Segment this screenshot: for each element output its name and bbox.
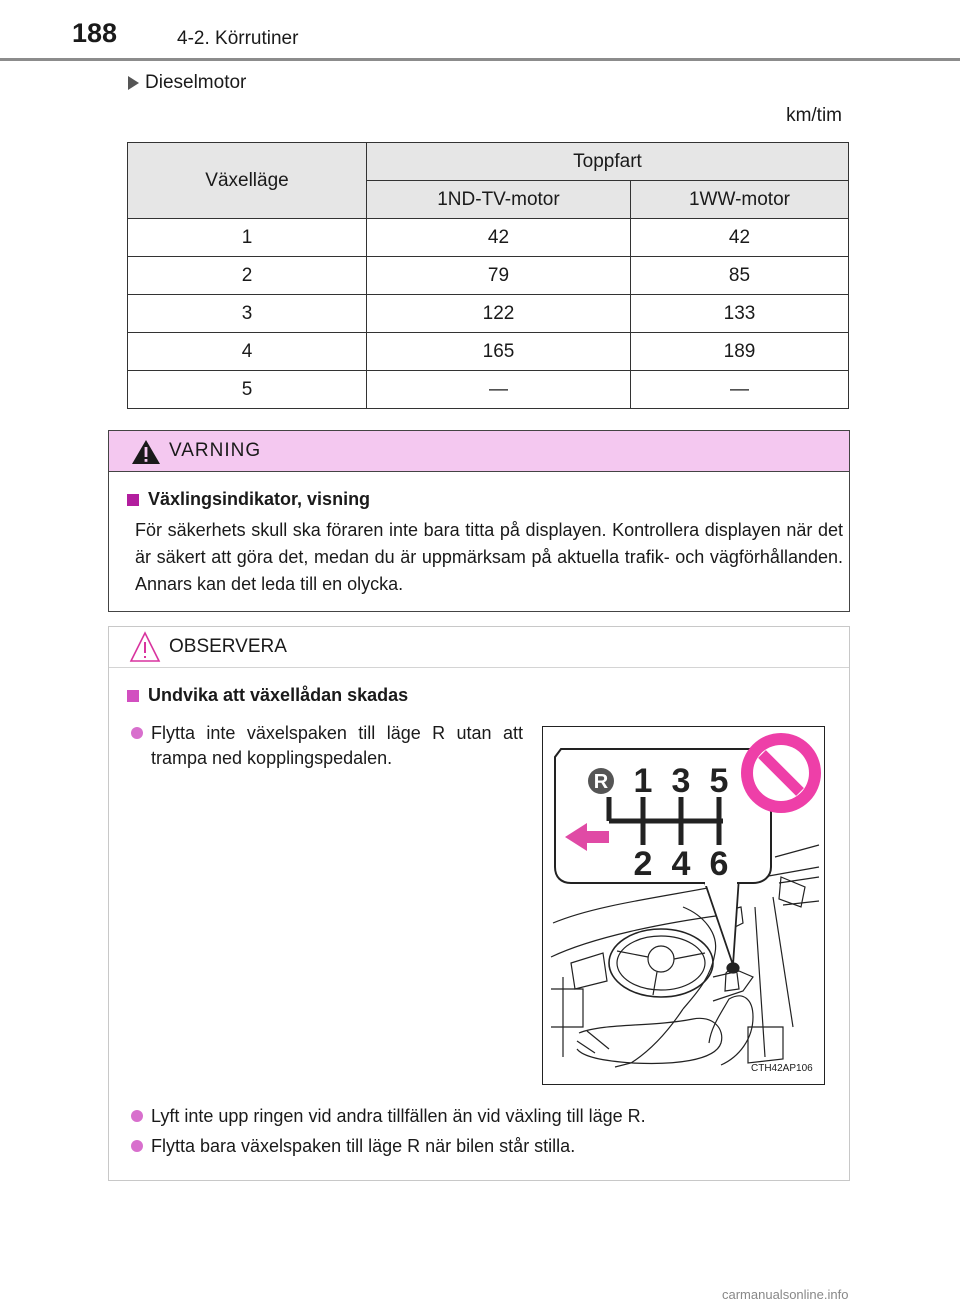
warning-title-text: Växlingsindikator, visning xyxy=(148,489,371,509)
notice-label: OBSERVERA xyxy=(169,636,287,657)
list-item-text: Lyft inte upp ringen vid andra tillfällen än vid växling till läge R. xyxy=(151,1106,646,1126)
watermark: carmanualsonline.info xyxy=(722,1287,849,1302)
col-header-engine-2: 1WW-motor xyxy=(630,181,848,219)
table-cell: 85 xyxy=(630,257,848,295)
table-cell: 4 xyxy=(128,333,367,371)
gear-label-6: 6 xyxy=(709,845,729,883)
notice-box xyxy=(108,626,850,1181)
circle-bullet-icon xyxy=(131,727,143,739)
gear-label-4: 4 xyxy=(671,845,691,883)
table-cell: 189 xyxy=(630,333,848,371)
gear-label-3: 3 xyxy=(671,762,691,800)
gearshift-drawing xyxy=(543,727,824,1084)
warning-title xyxy=(127,489,370,510)
caution-triangle-icon xyxy=(129,631,161,663)
table-cell: 3 xyxy=(128,295,367,333)
table-cell: 1 xyxy=(128,219,367,257)
table-row xyxy=(128,257,849,295)
table-cell: 165 xyxy=(367,333,631,371)
gear-label-1: 1 xyxy=(633,762,653,800)
table-row xyxy=(128,371,849,409)
col-header-engine-1: 1ND-TV-motor xyxy=(367,181,631,219)
table-cell: 79 xyxy=(367,257,631,295)
page-header xyxy=(0,0,960,62)
warning-box xyxy=(108,430,850,612)
table-cell: 42 xyxy=(630,219,848,257)
circle-bullet-icon xyxy=(131,1110,143,1122)
table-cell: — xyxy=(367,371,631,409)
col-header-gear: Växelläge xyxy=(128,143,367,219)
table-cell: 122 xyxy=(367,295,631,333)
warning-text: För säkerhets skull ska föraren inte bara titta på displayen. Kontrollera displayen när det är säkert att göra det, medan du är uppmärksam på aktuella trafik- och vägförhållanden. Annars kan det leda till en olycka. xyxy=(135,520,843,594)
list-item-text: Flytta inte växelspaken till läge R utan att trampa ned kopplingspedalen. xyxy=(151,723,523,768)
section-title: Dieselmotor xyxy=(145,72,247,93)
circle-bullet-icon xyxy=(131,1140,143,1152)
list-item xyxy=(131,721,523,771)
notice-title-text: Undvika att växellådan skadas xyxy=(148,685,409,705)
notice-header xyxy=(109,627,849,668)
table-cell: 5 xyxy=(128,371,367,409)
warning-triangle-icon xyxy=(131,439,161,465)
list-item-text: Flytta bara växelspaken till läge R när bilen står stilla. xyxy=(151,1136,576,1156)
table-cell: 2 xyxy=(128,257,367,295)
list-item xyxy=(131,1104,831,1129)
warning-header xyxy=(109,431,849,472)
table-cell: 133 xyxy=(630,295,848,333)
notice-title xyxy=(127,685,408,706)
list-item xyxy=(131,1134,831,1159)
table-cell: — xyxy=(630,371,848,409)
gear-label-r: R xyxy=(593,771,609,793)
square-bullet-icon xyxy=(127,690,139,702)
prohibition-icon xyxy=(741,733,821,813)
table-row xyxy=(128,333,849,371)
unit-label: km/tim xyxy=(786,105,842,126)
warning-label: VARNING xyxy=(169,440,262,461)
page-number: 188 xyxy=(72,18,118,48)
chapter-title: 4-2. Körrutiner xyxy=(177,28,299,49)
square-bullet-icon xyxy=(127,494,139,506)
top-speed-table xyxy=(127,142,849,409)
gear-label-2: 2 xyxy=(633,845,653,883)
col-header-top-speed: Toppfart xyxy=(367,143,849,181)
gear-label-5: 5 xyxy=(709,762,729,800)
gearshift-illustration xyxy=(542,726,825,1085)
table-row xyxy=(128,219,849,257)
header-divider xyxy=(0,58,960,61)
illustration-code: CTH42AP106 xyxy=(751,1063,813,1074)
section-heading xyxy=(128,72,246,94)
table-cell: 42 xyxy=(367,219,631,257)
table-row xyxy=(128,295,849,333)
triangle-bullet-icon xyxy=(128,76,139,90)
